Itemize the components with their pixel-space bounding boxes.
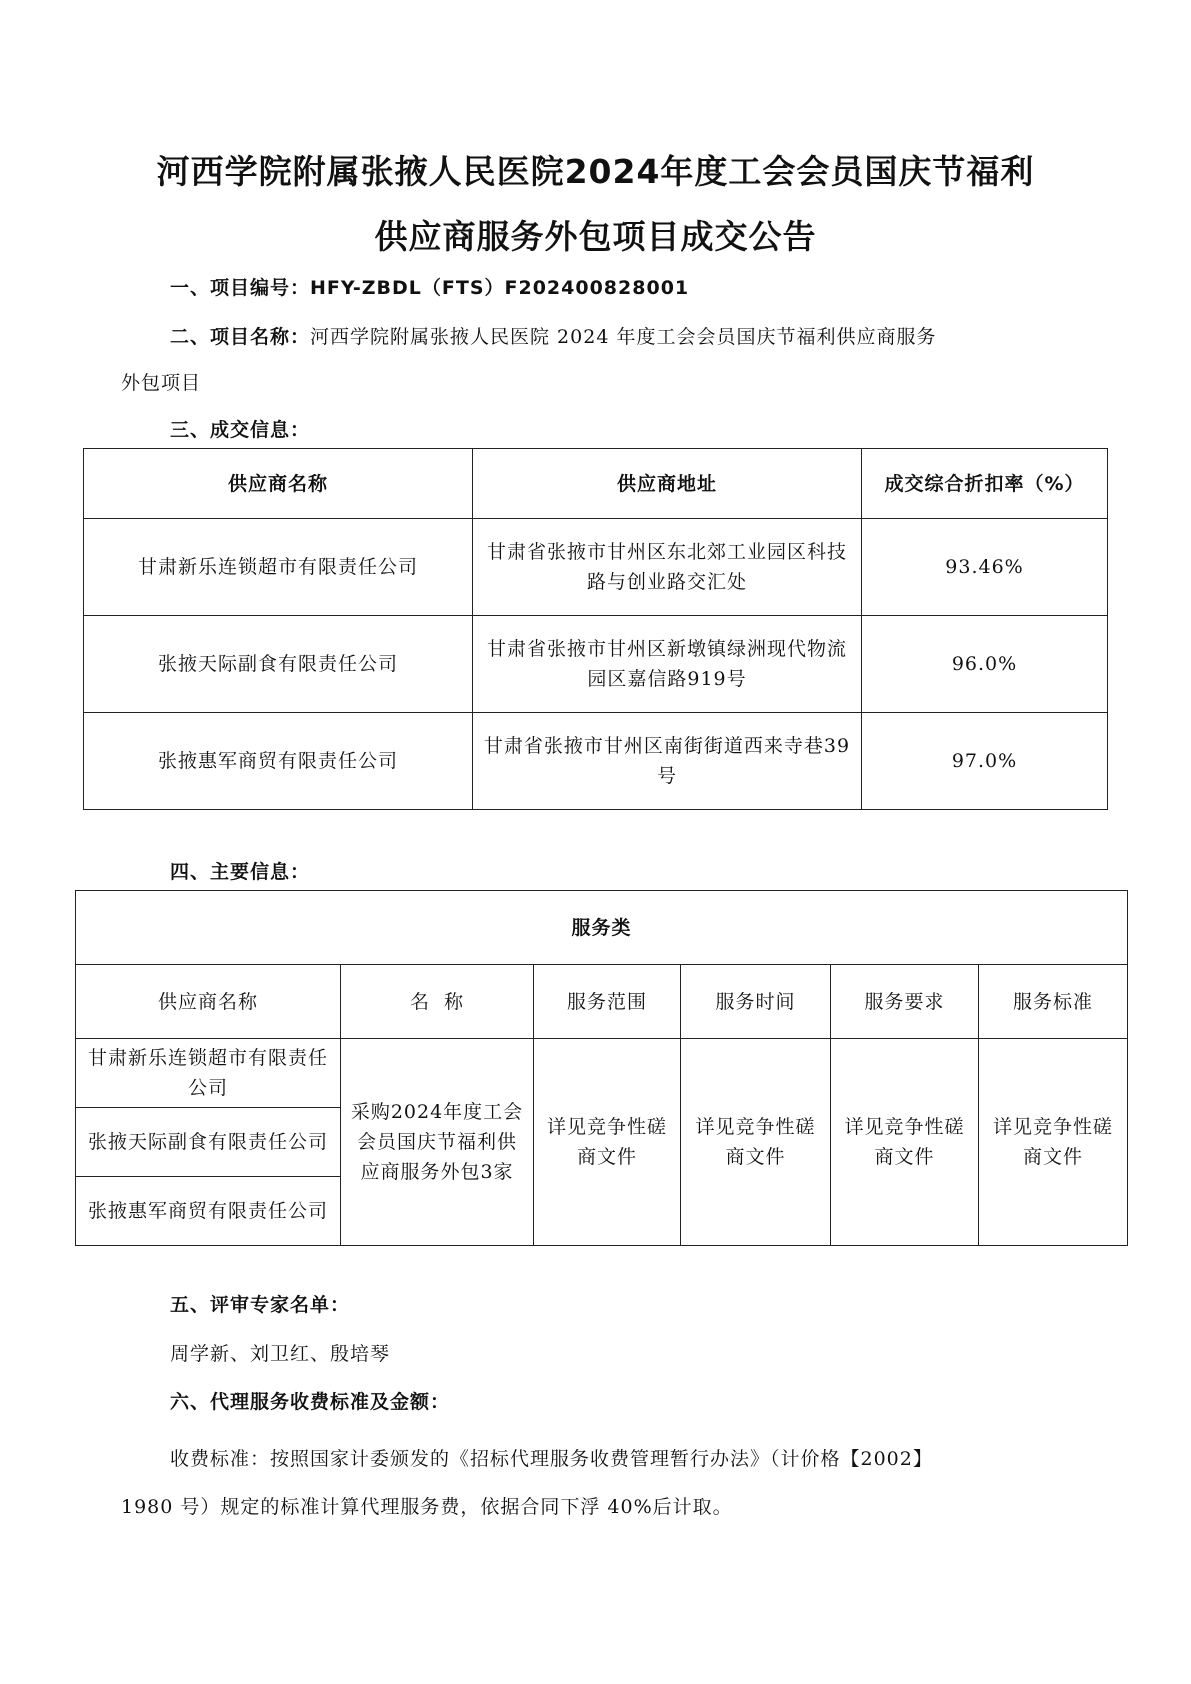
fee-standard-line2: 1980 号）规定的标准计算代理服务费，依据合同下浮 40%后计取。 <box>121 1496 733 1518</box>
section5-label: 五、评审专家名单： <box>170 1294 351 1316</box>
service-standard-cell: 详见竞争性磋商文件 <box>979 1039 1128 1246</box>
project-number-value: HFY-ZBDL（FTS）F202400828001 <box>310 277 690 299</box>
supplier-name-cell: 甘肃新乐连锁超市有限责任公司 <box>84 519 473 616</box>
main-info-table <box>75 890 1128 1246</box>
section2-label: 二、项目名称： <box>170 326 311 348</box>
project-name <box>170 322 936 349</box>
expert-list: 周学新、刘卫红、殷培琴 <box>170 1343 391 1365</box>
supplier-name-cell: 甘肃新乐连锁超市有限责任公司 <box>76 1039 341 1108</box>
supplier-name-cell: 张掖惠军商贸有限责任公司 <box>84 713 473 810</box>
table-row <box>84 713 1108 810</box>
discount-rate-cell: 97.0% <box>862 713 1108 810</box>
service-requirement-cell: 详见竞争性磋商文件 <box>831 1039 979 1246</box>
supplier-name-cell: 张掖天际副食有限责任公司 <box>84 616 473 713</box>
supplier-address-cell: 甘肃省张掖市甘州区东北郊工业园区科技路与创业路交汇处 <box>473 519 862 616</box>
header-supplier-name: 供应商名称 <box>84 449 473 519</box>
category-row <box>76 891 1128 965</box>
discount-rate-cell: 93.46% <box>862 519 1108 616</box>
page-title-line1: 河西学院附属张掖人民医院2024年度工会会员国庆节福利 <box>156 152 1035 191</box>
header-service-standard: 服务标准 <box>979 965 1128 1039</box>
table-row <box>84 616 1108 713</box>
deal-table-header-row <box>84 449 1108 519</box>
fee-standard-line1: 收费标准：按照国家计委颁发的《招标代理服务收费管理暂行办法》（计价格【2002】 <box>170 1448 933 1470</box>
item-name-cell: 采购2024年度工会会员国庆节福利供应商服务外包3家 <box>341 1039 534 1246</box>
section1-label: 一、项目编号： <box>170 277 311 299</box>
project-name-value-line1: 河西学院附属张掖人民医院 2024 年度工会会员国庆节福利供应商服务 <box>310 326 937 348</box>
table-row <box>84 519 1108 616</box>
category-cell: 服务类 <box>76 891 1128 965</box>
supplier-address-cell: 甘肃省张掖市甘州区新墩镇绿洲现代物流园区嘉信路919号 <box>473 616 862 713</box>
header-item-name: 名 称 <box>341 965 534 1039</box>
supplier-name-cell: 张掖惠军商贸有限责任公司 <box>76 1177 341 1246</box>
service-scope-cell: 详见竞争性磋商文件 <box>534 1039 681 1246</box>
main-table-header-row <box>76 965 1128 1039</box>
service-time-cell: 详见竞争性磋商文件 <box>681 1039 831 1246</box>
header-discount-rate: 成交综合折扣率（%） <box>862 449 1108 519</box>
section4-label: 四、主要信息： <box>170 861 311 883</box>
header-supplier-name: 供应商名称 <box>76 965 341 1039</box>
header-service-scope: 服务范围 <box>534 965 681 1039</box>
page-title-line2: 供应商服务外包项目成交公告 <box>374 217 817 256</box>
deal-info-table <box>83 448 1108 810</box>
project-name-value-line2: 外包项目 <box>121 372 202 394</box>
discount-rate-cell: 96.0% <box>862 616 1108 713</box>
section6-label: 六、代理服务收费标准及金额： <box>170 1391 451 1413</box>
supplier-address-cell: 甘肃省张掖市甘州区南街街道西来寺巷39号 <box>473 713 862 810</box>
table-row <box>76 1039 1128 1108</box>
header-supplier-address: 供应商地址 <box>473 449 862 519</box>
project-number <box>170 273 689 300</box>
supplier-name-cell: 张掖天际副食有限责任公司 <box>76 1108 341 1177</box>
section3-label: 三、成交信息： <box>170 419 311 441</box>
header-service-requirement: 服务要求 <box>831 965 979 1039</box>
header-service-time: 服务时间 <box>681 965 831 1039</box>
